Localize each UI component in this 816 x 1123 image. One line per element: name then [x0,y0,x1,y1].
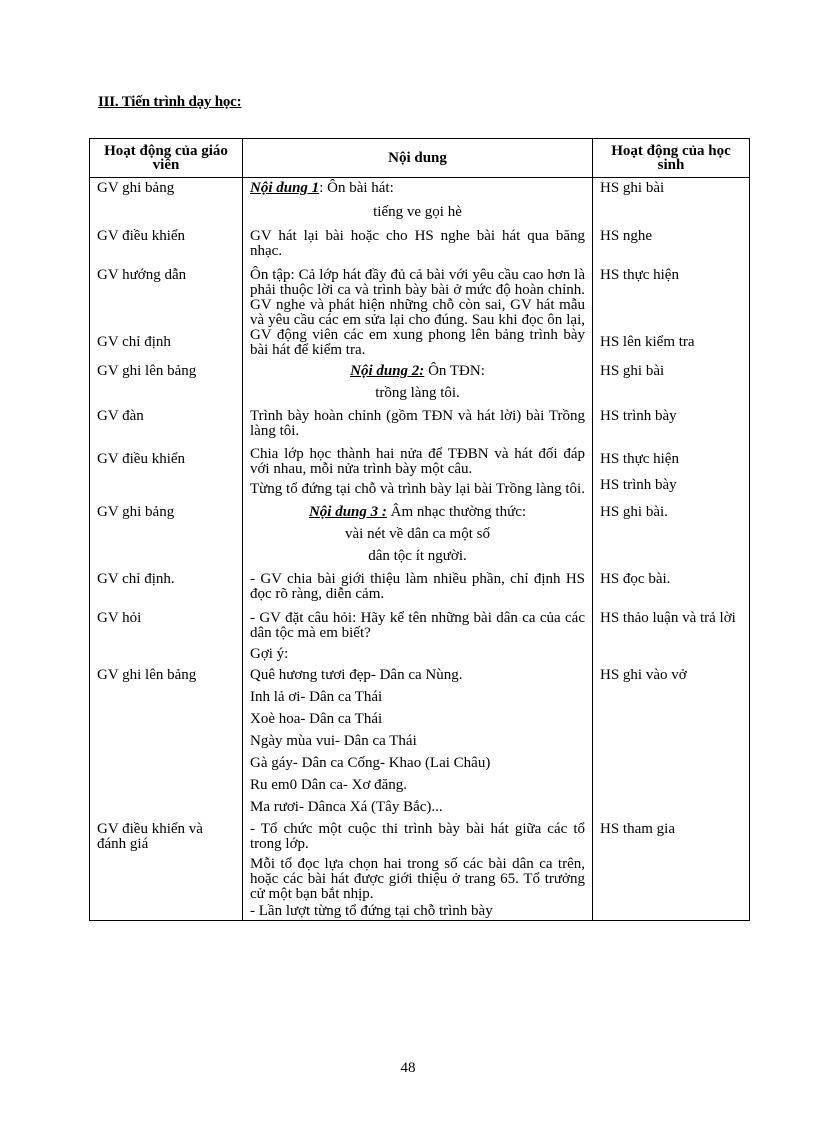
teacher-cell [90,196,243,220]
content-cell: Gà gáy- Dân ca Cống- Khao (Lai Châu) [243,749,593,771]
teacher-cell: GV hỏi [90,602,243,641]
table-row [90,641,750,662]
student-cell [593,259,750,358]
student-cell [593,641,750,662]
content-cell: Ngày mùa vui- Dân ca Thái [243,727,593,749]
content-cell [243,497,593,520]
table-row [90,439,750,477]
teacher-cell: GV điều khiển và đánh giá [90,815,243,852]
content-cell: GV hát lại bài hoặc cho HS nghe bài hát qua băng nhạc. [243,220,593,259]
header-student: Hoạt động của học sinh [593,139,750,178]
content-label: Nội dung 3 : [308,504,387,520]
table-row [90,477,750,497]
section-heading: III. Tiến trình dạy học: [98,94,242,110]
teacher-cell [90,520,243,542]
teacher-cell [90,902,243,921]
table-row [90,771,750,793]
student-cell [593,727,750,749]
student-cell [593,902,750,921]
student-cell: HS thảo luận và trả lời [593,602,750,641]
student-cell: HS ghi vào vở [593,662,750,683]
content-cell: Mỗi tổ đọc lựa chọn hai trong số các bài dân ca trên, hoặc các bài hát được giới thiệu ở trang 65. Tổ trưởng cử một bạn bắt nhịp. [243,852,593,902]
teacher-cell [90,749,243,771]
table-row [90,683,750,705]
teacher-cell: GV ghi bảng [90,178,243,197]
content-label: Nội dung 1 [250,180,320,196]
content-cell: - Lần lượt từng tổ đứng tại chỗ trình bày [243,902,593,921]
student-cell [593,749,750,771]
table-row [90,520,750,542]
content-cell: Ru em0 Dân ca- Xơ đăng. [243,771,593,793]
content-suffix: Âm nhạc thường thức: [386,504,527,520]
table-header-row [90,139,750,178]
student-cell: HS thực hiện [593,439,750,477]
student-text: HS thực hiện [600,267,679,283]
student-cell [593,705,750,727]
teacher-cell: GV đàn [90,401,243,439]
table-row [90,815,750,852]
student-text: HS lên kiểm tra [600,334,695,350]
teacher-cell: GV ghi bảng [90,497,243,520]
content-cell: Trình bày hoàn chỉnh (gồm TĐN và hát lời) bài Trồng làng tôi. [243,401,593,439]
table-row [90,662,750,683]
student-cell: HS nghe [593,220,750,259]
content-cell: - GV chia bài giới thiệu làm nhiều phần, chỉ định HS đọc rõ ràng, diễn cảm. [243,564,593,602]
header-teacher: Hoạt động của giáo viên [90,139,243,178]
header-content: Nội dung [243,139,593,178]
student-cell: HS đọc bài. [593,564,750,602]
content-cell: Từng tổ đứng tại chỗ và trình bày lại bài Trồng làng tôi. [243,477,593,497]
student-cell: HS trình bày [593,477,750,497]
table-row [90,793,750,815]
student-cell [593,379,750,401]
table-row [90,379,750,401]
teacher-text: GV chỉ định [97,334,171,350]
table-row [90,358,750,379]
content-cell [243,178,593,197]
student-cell: HS trình bày [593,401,750,439]
teacher-cell: GV điều khiển [90,439,243,477]
teacher-cell [90,852,243,902]
teacher-cell [90,705,243,727]
table-row [90,602,750,641]
student-cell [593,520,750,542]
teacher-cell [90,793,243,815]
student-cell [593,683,750,705]
student-cell [593,771,750,793]
content-cell: Ôn tập: Cả lớp hát đầy đủ cả bài với yêu cầu cao hơn là phải thuộc lời ca và trình bày bài ở mức độ hoàn chỉnh. GV nghe và phát hiện những chỗ còn sai, GV hát mẫu và yêu cầu các em sửa lại cho đúng. Sau khi đọc ôn lại, GV động viên các em xung phong lên bảng trình bày bài hát để kiểm tra. [243,259,593,358]
content-cell: Gợi ý: [243,641,593,662]
content-cell [243,358,593,379]
content-cell: Quê hương tươi đẹp- Dân ca Nùng. [243,662,593,683]
teacher-cell [90,542,243,564]
content-cell: Ma rươi- Dânca Xá (Tây Bắc)... [243,793,593,815]
teacher-cell [90,641,243,662]
table-row [90,564,750,602]
table-row [90,401,750,439]
content-suffix: : Ôn bài hát: [319,180,394,196]
content-suffix: Ôn TĐN: [424,363,485,379]
table-row [90,727,750,749]
student-cell [593,793,750,815]
content-cell: dân tộc ít người. [243,542,593,564]
student-cell: HS ghi bài. [593,497,750,520]
teacher-text: GV hướng dẫn [97,267,187,283]
table-row [90,196,750,220]
student-cell [593,852,750,902]
content-cell: vài nét về dân ca một số [243,520,593,542]
content-cell: Inh lả ơi- Dân ca Thái [243,683,593,705]
content-cell: Xoè hoa- Dân ca Thái [243,705,593,727]
teacher-cell [90,683,243,705]
teacher-cell [90,727,243,749]
teacher-cell: GV ghi lên bảng [90,358,243,379]
teacher-cell [90,477,243,497]
teacher-cell: GV chỉ định. [90,564,243,602]
table-row [90,497,750,520]
content-label: Nội dung 2: [350,363,425,379]
table-row [90,542,750,564]
teacher-cell [90,379,243,401]
table-row [90,220,750,259]
table-row [90,705,750,727]
table-row [90,178,750,197]
content-cell: trồng làng tôi. [243,379,593,401]
table-row [90,852,750,902]
student-cell: HS tham gia [593,815,750,852]
content-cell: tiếng ve gọi hè [243,196,593,220]
content-cell: - Tổ chức một cuộc thi trình bày bài hát giữa các tổ trong lớp. [243,815,593,852]
lesson-table [89,138,750,921]
table-row [90,749,750,771]
teacher-cell [90,771,243,793]
page-number: 48 [400,1060,416,1076]
table-row [90,259,750,358]
content-cell: - GV đặt câu hỏi: Hãy kể tên những bài dân ca của các dân tộc mà em biết? [243,602,593,641]
student-cell: HS ghi bài [593,178,750,197]
teacher-cell: GV điều khiển [90,220,243,259]
teacher-cell [90,259,243,358]
table-row [90,902,750,921]
student-cell: HS ghi bài [593,358,750,379]
content-cell: Chia lớp học thành hai nửa để TĐBN và hát đối đáp với nhau, mỗi nửa trình bày một câu. [243,439,593,477]
student-cell [593,542,750,564]
teacher-cell: GV ghi lên bảng [90,662,243,683]
student-cell [593,196,750,220]
